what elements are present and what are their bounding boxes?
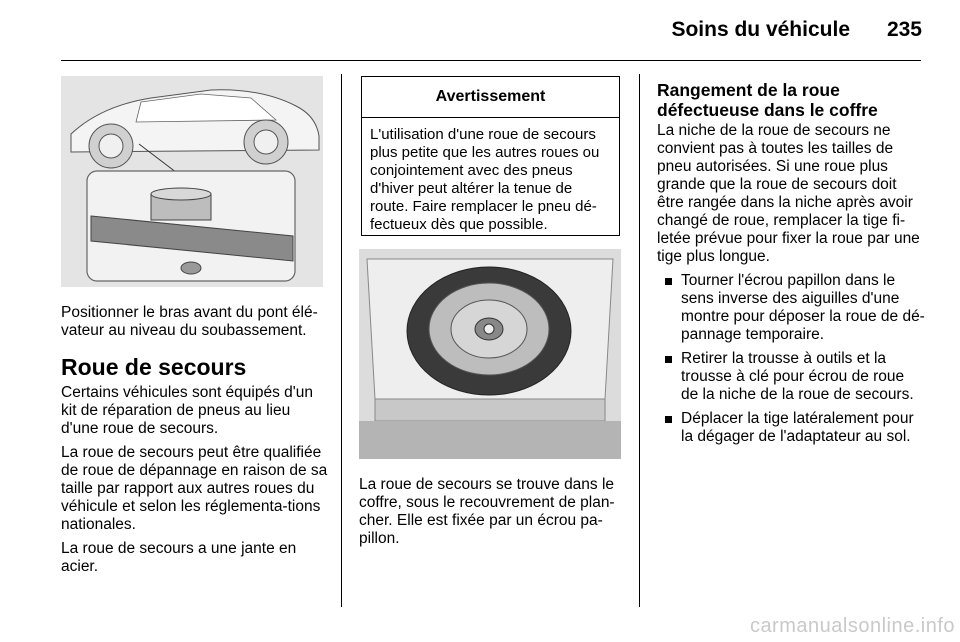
list-item-text: Tourner l'écrou papillon dans le sens inverse des aiguilles d'une montre pour déposer la roue de dé-pannage temporaire. bbox=[681, 272, 925, 343]
spare-wheel-photo bbox=[359, 249, 621, 459]
list-item bbox=[657, 272, 925, 344]
watermark: carmanualsonline.info bbox=[749, 615, 955, 637]
figure-caption: Positionner le bras avant du pont élé-vateur au niveau du soubassement. bbox=[61, 304, 318, 339]
middle-column bbox=[359, 476, 624, 554]
paragraph: La niche de la roue de secours ne convient pas à toutes les tailles de pneu autorisées. Si une roue plus grande que la roue de secours doit être rangée dans la niche après avoir changé de roue, remplacer la tige fi-letée prévue pour fixer la roue par une tige plus longue. bbox=[657, 122, 920, 265]
list-item-text: Retirer la trousse à outils et la trousse à clé pour écrou de roue de la niche de la roue de secours. bbox=[681, 350, 914, 403]
warning-text: L'utilisation d'une roue de secours plus petite que les autres roues ou conjointement avec des pneus d'hiver peut altérer la tenue de route. Faire remplacer le pneu dé-fectueux dès que possible. bbox=[370, 126, 600, 233]
car-lift-drawing bbox=[61, 76, 323, 287]
bullet-square-icon bbox=[665, 278, 672, 285]
paragraph: La roue de secours peut être qualifiée de roue de dépannage en raison de sa taille par rapport aux autres roues du véhicule et selon les réglementa-tions nationales. bbox=[61, 444, 328, 533]
warning-box bbox=[361, 76, 620, 236]
list-item bbox=[657, 350, 925, 404]
paragraph: La roue de secours a une jante en acier. bbox=[61, 540, 297, 575]
paragraph: Certains véhicules sont équipés d'un kit de réparation de pneus au lieu d'une roue de secours. bbox=[61, 384, 313, 437]
subheading-storing-damaged-wheel: Rangement de la roue défectueuse dans le coffre bbox=[657, 80, 878, 120]
bullet-square-icon bbox=[665, 356, 672, 363]
spare-wheel-drawing bbox=[359, 249, 621, 459]
list-item-text: Déplacer la tige latéralement pour la dégager de l'adaptateur au sol. bbox=[681, 410, 914, 445]
column-divider-right bbox=[639, 74, 640, 607]
left-column bbox=[61, 304, 331, 582]
bullet-square-icon bbox=[665, 416, 672, 423]
paragraph: La roue de secours se trouve dans le coffre, sous le recouvrement de plan-cher. Elle est fixée par un écrou pa-pillon. bbox=[359, 476, 615, 547]
page-number: 235 bbox=[886, 18, 922, 41]
section-heading-spare-wheel: Roue de secours bbox=[61, 354, 247, 380]
instruction-list bbox=[657, 272, 925, 446]
running-header-title: Soins du véhicule bbox=[671, 18, 850, 41]
column-divider-left bbox=[341, 74, 342, 607]
warning-title: Avertissement bbox=[362, 77, 619, 118]
header-rule bbox=[61, 60, 921, 61]
list-item bbox=[657, 410, 925, 446]
car-lift-illustration bbox=[61, 76, 323, 287]
right-column bbox=[657, 80, 925, 452]
